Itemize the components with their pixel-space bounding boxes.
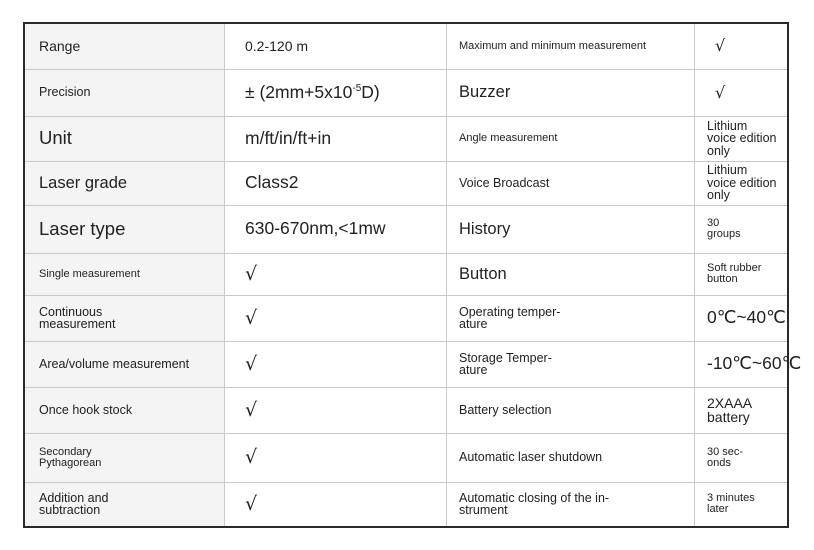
feature-label-voice: Voice Broadcast [447,161,695,205]
spec-value-range: 0.2-120 m [225,24,447,69]
feature-label-max-min: Maximum and minimum measurement [447,24,695,69]
table-row [25,387,787,433]
spec-label-range: Range [25,24,225,69]
feature-detail-storage-temp: -10℃~60℃ [695,341,788,387]
table-row [25,482,787,526]
feature-label-laser-shutdown: Automatic laser shutdown [447,433,695,482]
table-row [25,161,787,205]
feature-label-operating-temp: Operating temper- ature [447,295,695,341]
spec-label-hook-stock: Once hook stock [25,387,225,433]
precision-value-exponent: -5 [352,82,362,94]
feature-detail-history: 30 groups [695,205,788,253]
table-row [25,433,787,482]
feature-label-battery: Battery selection [447,387,695,433]
feature-detail-auto-close: 3 minutes later [695,482,788,526]
feature-detail-operating-temp: 0℃~40℃ [695,295,788,341]
feature-detail-max-min: √ [695,24,788,69]
feature-label-auto-close: Automatic closing of the in- strument [447,482,695,526]
spec-label-precision: Precision [25,69,225,116]
spec-label-addition: Addition and subtraction [25,482,225,526]
feature-detail-angle: Lithium voice edition only [695,116,788,161]
table-row [25,295,787,341]
feature-detail-laser-shutdown: 30 sec- onds [695,433,788,482]
spec-label-laser-grade: Laser grade [25,161,225,205]
feature-detail-battery: 2XAAA battery [695,387,788,433]
table-row [25,341,787,387]
spec-table [23,22,802,528]
spec-value-continuous: √ [225,295,447,341]
table-row [25,253,787,295]
spec-label-continuous: Continuous measurement [25,295,225,341]
spec-label-single: Single measurement [25,253,225,295]
spec-value-laser-type: 630-670nm,<1mw [225,205,447,253]
spec-value-area-volume: √ [225,341,447,387]
feature-label-buzzer: Buzzer [447,69,695,116]
precision-value-suffix: D) [361,81,380,102]
precision-value-prefix: ± (2mm+5x10 [245,81,353,102]
table-row [25,116,787,161]
spec-label-pythagorean: Secondary Pythagorean [25,433,225,482]
spec-value-unit: m/ft/in/ft+in [225,116,447,161]
spec-value-addition: √ [225,482,447,526]
feature-label-button: Button [447,253,695,295]
feature-label-storage-temp: Storage Temper- ature [447,341,695,387]
spec-value-pythagorean: √ [225,433,447,482]
table-row [25,24,787,69]
feature-detail-voice: Lithium voice edition only [695,161,788,205]
spec-label-area-volume: Area/volume measurement [25,341,225,387]
feature-label-history: History [447,205,695,253]
table-row [25,69,787,116]
spec-value-precision [225,69,447,116]
spec-label-laser-type: Laser type [25,205,225,253]
table-row [25,205,787,253]
feature-label-angle: Angle measurement [447,116,695,161]
spec-value-laser-grade: Class2 [225,161,447,205]
spec-value-single: √ [225,253,447,295]
spec-value-hook-stock: √ [225,387,447,433]
feature-detail-buzzer: √ [695,69,788,116]
spec-label-unit: Unit [25,116,225,161]
feature-detail-button: Soft rubber button [695,253,788,295]
